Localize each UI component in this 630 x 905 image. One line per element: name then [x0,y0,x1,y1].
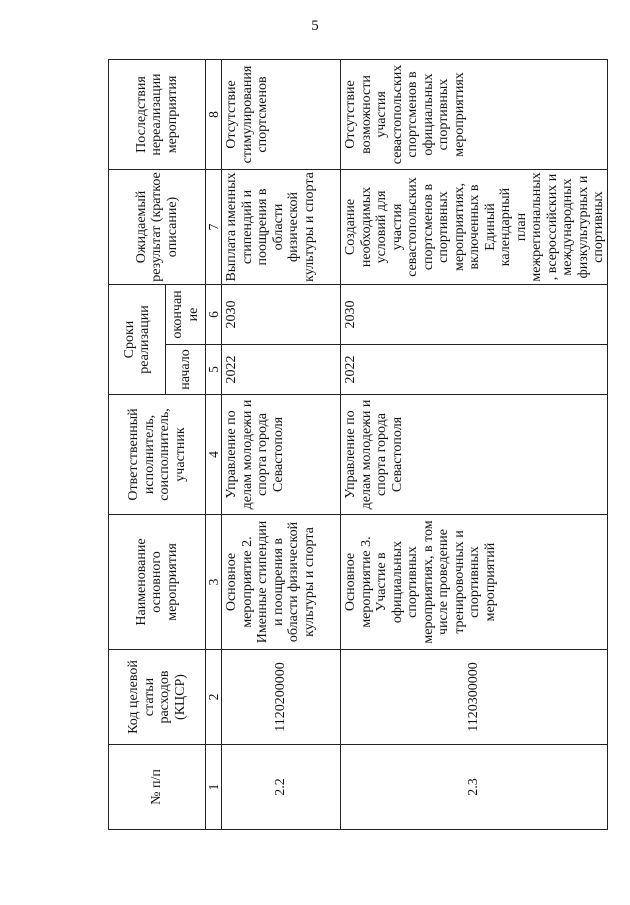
row-end: 2030 [222,285,341,345]
row-code: 1120200000 [222,650,341,745]
column-number: 2 [206,650,222,745]
column-number: 6 [206,285,222,345]
table-row [341,60,608,830]
header-row [109,60,166,830]
rotated-table-frame [108,60,606,830]
column-number-row [206,60,222,830]
row-code: 1120300000 [341,650,608,745]
header-code: Код целевой статьи расходов (КЦСР) [109,650,206,745]
column-number: 8 [206,60,222,170]
row-number: 2.2 [222,745,341,830]
table-row [222,60,341,830]
header-terms: Сроки реализации [109,285,166,395]
header-end: окончание [166,285,206,345]
row-start: 2022 [341,345,608,395]
row-executor: Управление по делам молодежи и спорта города Севастополя [341,395,608,515]
row-number: 2.3 [341,745,608,830]
column-number: 3 [206,515,222,650]
header-event-name: Наименование основного мероприятия [109,515,206,650]
column-number: 7 [206,170,222,285]
row-consequence: Отсутствие стимулирования спортсменов [222,60,341,170]
column-number: 1 [206,745,222,830]
row-executor: Управление по делам молодежи и спорта города Севастополя [222,395,341,515]
page-number: 5 [311,18,319,34]
row-event-name: Основное мероприятие 2. Именные стипендии и поощрения в области физической культуры и спорта [222,515,341,650]
header-number: № п/п [109,745,206,830]
header-result: Ожидаемый результат (краткое описание) [109,170,206,285]
events-table [108,59,608,830]
column-number: 5 [206,345,222,395]
row-consequence: Отсутствие возможности участия севастопольских спортсменов в официальных спортивных мероприятиях [341,60,608,170]
header-consequence: Последствия нереализации мероприятия [109,60,206,170]
row-end: 2030 [341,285,608,345]
column-number: 4 [206,395,222,515]
rotated-table-content [108,60,606,830]
row-result: Выплата именных стипендий и поощрения в области физической культуры и спорта [222,170,341,285]
header-start: начало [166,345,206,395]
row-event-name: Основное мероприятие 3. Участие в официальных спортивных мероприятиях, в том числе проведение тренировочных и спортивных мероприятий [341,515,608,650]
row-start: 2022 [222,345,341,395]
header-executor: Ответственный исполнитель, соисполнитель, участник [109,395,206,515]
row-result: Создание необходимых условий для участия севастопольских спортсменов в спортивных мероприятиях, включенных в Единый календарный план межрегиональных, всероссийских и международных физкультурных и спортивных [341,170,608,285]
